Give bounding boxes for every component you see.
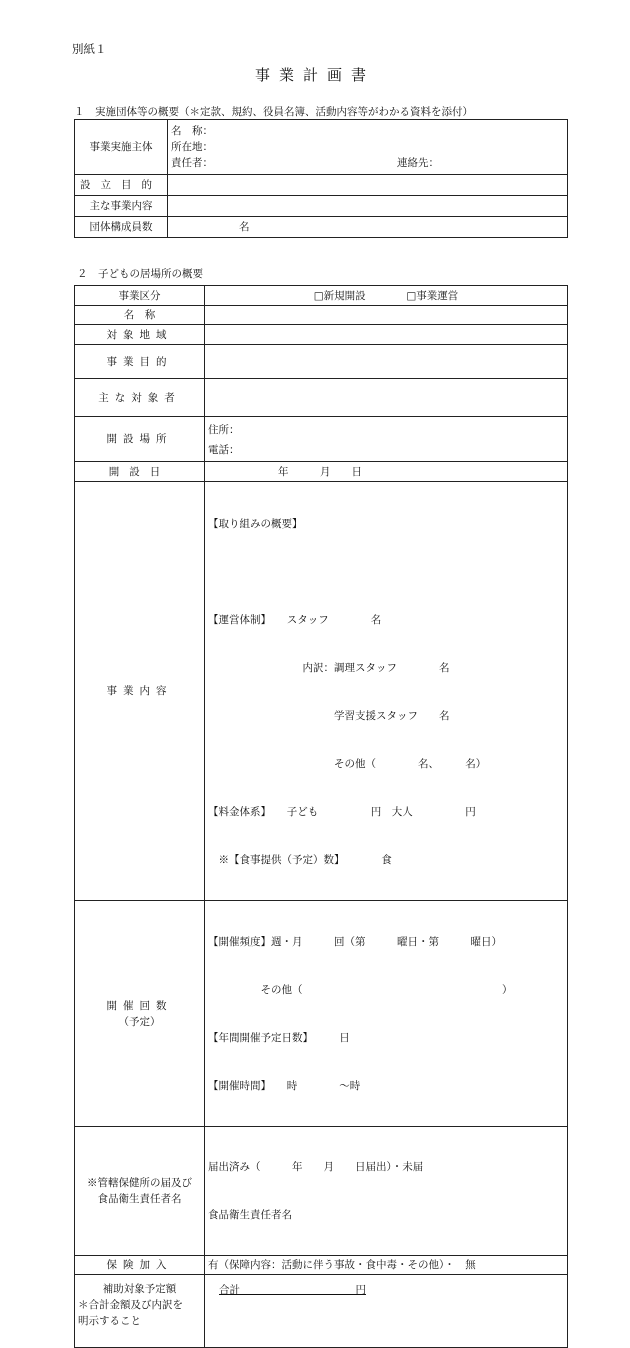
purpose-label: 設立目的 <box>75 175 168 196</box>
freq-label-cell <box>75 901 205 1127</box>
target-label: 主な対象者 <box>75 379 205 417</box>
subsidy-label-3: 明示すること <box>78 1315 141 1327</box>
target-field[interactable] <box>205 379 568 417</box>
place-address-label: 住所： <box>208 424 240 436</box>
open-date-label: 開設日 <box>75 462 205 482</box>
health-label-1: ※管轄保健所の届及び <box>87 1177 192 1189</box>
insurance-field[interactable]: 有（保障内容：活動に伴う事故・食中毒・その他）・ 無 <box>205 1256 568 1275</box>
purpose2-label: 事業目的 <box>75 345 205 379</box>
subsidy-total: 合計 円 <box>219 1284 366 1296</box>
freq-line: 【開催頻度】週・月 回（第 曜日・第 曜日） <box>208 936 502 948</box>
subsidy-label-2: ＊合計金額及び内訳を <box>78 1299 183 1311</box>
freq-sub-label: （予定） <box>118 1015 161 1028</box>
checkbox-new[interactable]: □新規開設 <box>313 289 366 302</box>
freq-label: 開催回数 <box>106 999 173 1012</box>
main-business-label: 主な事業内容 <box>75 196 168 217</box>
subsidy-field[interactable] <box>205 1275 568 1348</box>
place-field[interactable] <box>205 417 568 462</box>
content-line <box>208 564 564 580</box>
name-label: 名 称 <box>75 306 205 325</box>
health-line-2: 食品衛生責任者名 <box>208 1209 292 1221</box>
health-field[interactable] <box>205 1127 568 1256</box>
freq-line: その他（ ） <box>208 984 513 996</box>
purpose2-field[interactable] <box>205 345 568 379</box>
content-line: その他（ 名、 名） <box>208 758 487 770</box>
open-date-field[interactable]: 年 月 日 <box>205 462 568 482</box>
entity-label: 事業実施主体 <box>75 120 168 175</box>
content-line: 内訳：調理スタッフ 名 <box>208 662 450 674</box>
organization-table <box>74 119 568 238</box>
section2-heading: ２ 子どもの居場所の概要 <box>77 268 203 280</box>
category-label: 事業区分 <box>75 286 205 306</box>
insurance-label: 保険加入 <box>75 1256 205 1275</box>
members-field[interactable] <box>168 217 568 238</box>
health-label-2: 食品衛生責任者名 <box>97 1193 182 1205</box>
place-table <box>74 285 568 1348</box>
content-line: 【運営体制】 スタッフ 名 <box>208 614 382 626</box>
content-line: 【取り組みの概要】 <box>208 518 303 530</box>
purpose-field[interactable] <box>168 175 568 196</box>
content-line: 【料金体系】 子ども 円 大人 円 <box>208 806 476 818</box>
checkbox-operation[interactable]: □事業運営 <box>406 289 459 302</box>
members-unit: 名 <box>239 221 250 233</box>
name-field[interactable] <box>205 306 568 325</box>
annex-label: 別紙１ <box>72 42 107 56</box>
members-label: 団体構成員数 <box>75 217 168 238</box>
content-line: ※【食事提供（予定）数】 食 <box>208 854 392 866</box>
content-label: 事業内容 <box>75 482 205 901</box>
org-name-label: 名 称： <box>171 125 213 137</box>
subsidy-label-1: 補助対象予定額 <box>102 1283 177 1295</box>
content-line: 学習支援スタッフ 名 <box>208 710 450 722</box>
org-contact-label: 連絡先： <box>397 157 439 169</box>
section1-heading: １ 実施団体等の概要（＊定款、規約、役員名簿、活動内容等がわかる資料を添付） <box>74 106 473 118</box>
main-business-field[interactable] <box>168 196 568 217</box>
category-field <box>205 286 568 306</box>
health-line-1: 届出済み（ 年 月 日届出）・未届 <box>208 1161 424 1173</box>
page-title: 事業計画書 <box>254 66 375 84</box>
freq-line: 【開催時間】 時 〜時 <box>208 1080 361 1092</box>
freq-line: 【年間開催予定日数】 日 <box>208 1032 350 1044</box>
freq-field[interactable] <box>205 901 568 1127</box>
subsidy-label-cell <box>75 1275 205 1348</box>
area-label: 対象地域 <box>75 325 205 345</box>
content-field[interactable] <box>205 482 568 901</box>
place-label: 開設場所 <box>75 417 205 462</box>
area-field[interactable] <box>205 325 568 345</box>
place-phone-label: 電話： <box>208 444 240 456</box>
health-label-cell <box>75 1127 205 1256</box>
org-address-label: 所在地： <box>171 141 213 153</box>
entity-field[interactable] <box>168 120 568 175</box>
org-rep-label: 責任者： <box>171 157 213 169</box>
